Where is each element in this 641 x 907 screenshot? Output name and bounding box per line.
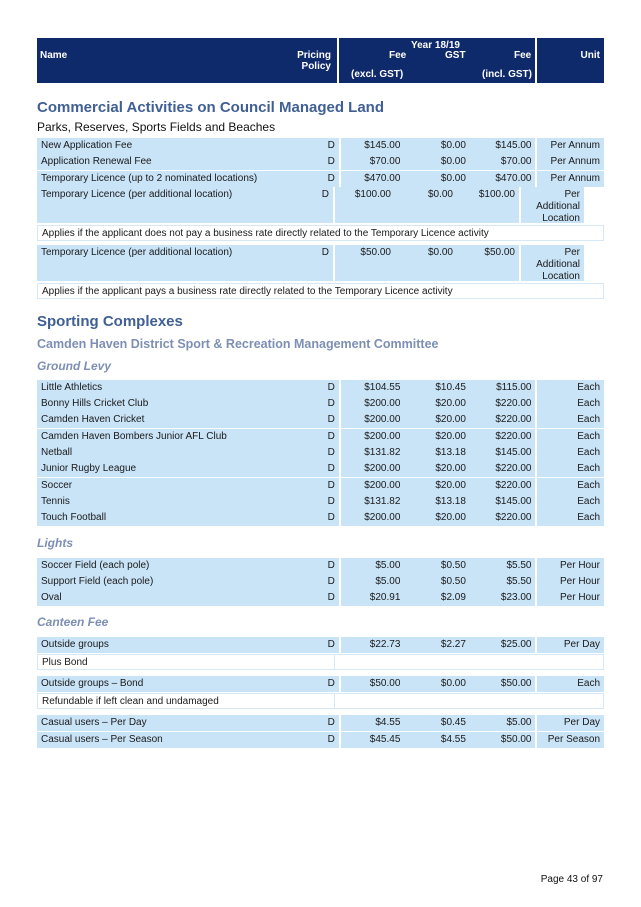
row-fee-inc: $145.00 bbox=[470, 445, 536, 461]
row-policy: D bbox=[296, 412, 339, 428]
table-row bbox=[37, 590, 604, 606]
row-gst: $20.00 bbox=[404, 412, 470, 428]
row-gst: $0.50 bbox=[404, 574, 470, 590]
header-gst: GST bbox=[445, 50, 466, 61]
unit-line-3: Location bbox=[542, 270, 580, 282]
row-fee: $200.00 bbox=[341, 412, 405, 428]
table-row bbox=[37, 412, 604, 428]
row-unit: Each bbox=[537, 510, 604, 526]
row-fee: $20.91 bbox=[341, 590, 405, 606]
row-note: Applies if the applicant pays a business rate directly related to the Temporary Licence activity bbox=[37, 283, 604, 299]
table-row bbox=[37, 558, 604, 574]
row-policy: D bbox=[296, 510, 339, 526]
row-fee: $50.00 bbox=[335, 245, 395, 281]
row-name: Casual users – Per Day bbox=[37, 715, 296, 731]
table-row bbox=[37, 574, 604, 590]
row-unit: Per Annum bbox=[537, 171, 604, 187]
table-row bbox=[37, 510, 604, 526]
header-fee: Fee bbox=[389, 50, 407, 61]
row-fee: $200.00 bbox=[341, 429, 405, 445]
row-name: Little Athletics bbox=[37, 380, 296, 396]
row-gst: $10.45 bbox=[404, 380, 470, 396]
row-fee: $200.00 bbox=[341, 461, 405, 477]
row-policy: D bbox=[296, 574, 339, 590]
header-fee-inc-sub: (incl. GST) bbox=[482, 69, 532, 80]
row-fee-inc: $5.50 bbox=[470, 558, 536, 574]
row-unit bbox=[521, 245, 584, 281]
row-name: Soccer Field (each pole) bbox=[37, 558, 296, 574]
row-fee-inc: $220.00 bbox=[470, 412, 536, 428]
ground-levy-rows bbox=[37, 380, 604, 526]
row-unit: Per Annum bbox=[537, 154, 604, 170]
table-row bbox=[37, 245, 604, 281]
row-unit: Each bbox=[537, 676, 604, 692]
row-unit: Per Day bbox=[537, 637, 604, 653]
row-name: Temporary Licence (per additional location) bbox=[37, 187, 294, 223]
header-unit: Unit bbox=[580, 50, 600, 61]
row-fee: $70.00 bbox=[341, 154, 405, 170]
row-policy: D bbox=[296, 154, 339, 170]
row-fee-inc: $23.00 bbox=[470, 590, 536, 606]
table-row bbox=[37, 494, 604, 510]
row-fee: $200.00 bbox=[341, 510, 405, 526]
section-title-commercial: Commercial Activities on Council Managed Land bbox=[37, 99, 385, 116]
lights-rows bbox=[37, 558, 604, 607]
page-number: Page 43 of 97 bbox=[540, 874, 603, 885]
unit-line-2: Additional bbox=[536, 258, 580, 270]
casual-rows bbox=[37, 715, 604, 747]
table-row bbox=[37, 478, 604, 494]
row-gst: $13.18 bbox=[404, 445, 470, 461]
group-title-lights: Lights bbox=[37, 535, 73, 550]
row-unit: Each bbox=[537, 461, 604, 477]
row-fee: $131.82 bbox=[341, 494, 405, 510]
row-gst: $20.00 bbox=[404, 429, 470, 445]
row-policy: D bbox=[296, 478, 339, 494]
row-unit: Each bbox=[537, 412, 604, 428]
row-gst: $20.00 bbox=[404, 461, 470, 477]
row-unit: Per Season bbox=[537, 732, 604, 748]
row-name: Support Field (each pole) bbox=[37, 574, 296, 590]
section-title-sporting: Sporting Complexes bbox=[37, 312, 183, 330]
row-name: Camden Haven Bombers Junior AFL Club bbox=[37, 429, 296, 445]
row-fee: $5.00 bbox=[341, 558, 405, 574]
row-unit bbox=[521, 187, 584, 223]
row-fee-inc: $5.50 bbox=[470, 574, 536, 590]
header-unit-block bbox=[537, 38, 604, 83]
row-gst: $4.55 bbox=[404, 732, 470, 748]
row-gst: $13.18 bbox=[404, 494, 470, 510]
row-fee: $470.00 bbox=[341, 171, 405, 187]
row-gst: $20.00 bbox=[404, 510, 470, 526]
row-name: Outside groups bbox=[37, 637, 296, 653]
row-unit: Per Annum bbox=[537, 138, 604, 154]
row-unit: Per Day bbox=[537, 715, 604, 731]
commercial-rows bbox=[37, 138, 604, 187]
row-policy: D bbox=[296, 171, 339, 187]
row-note-wrap bbox=[37, 693, 604, 709]
row-name: New Application Fee bbox=[37, 138, 296, 154]
table-row bbox=[37, 732, 604, 748]
row-fee-inc: $50.00 bbox=[470, 676, 536, 692]
subsection-title-parks: Parks, Reserves, Sports Fields and Beaches bbox=[37, 120, 276, 134]
table-row bbox=[37, 461, 604, 477]
header-year-block bbox=[339, 38, 535, 83]
row-policy: D bbox=[294, 187, 333, 223]
row-gst: $0.00 bbox=[395, 187, 457, 223]
row-name: Oval bbox=[37, 590, 296, 606]
table-row bbox=[37, 171, 604, 187]
unit-line-1: Per bbox=[564, 246, 580, 258]
row-fee-inc: $145.00 bbox=[470, 138, 536, 154]
row-fee-inc: $470.00 bbox=[470, 171, 536, 187]
row-fee-inc: $145.00 bbox=[470, 494, 536, 510]
row-name: Tennis bbox=[37, 494, 296, 510]
table-header bbox=[37, 38, 604, 83]
row-fee-inc: $5.00 bbox=[470, 715, 536, 731]
row-fee-inc: $220.00 bbox=[470, 429, 536, 445]
table-row bbox=[37, 380, 604, 396]
table-row bbox=[37, 429, 604, 445]
table-row bbox=[37, 445, 604, 461]
row-policy: D bbox=[296, 637, 339, 653]
group-title-canteen: Canteen Fee bbox=[37, 615, 109, 630]
row-unit: Per Hour bbox=[537, 590, 604, 606]
row-name: Netball bbox=[37, 445, 296, 461]
row-policy: D bbox=[296, 429, 339, 445]
row-policy: D bbox=[296, 676, 339, 692]
row-name: Temporary Licence (per additional location) bbox=[37, 245, 294, 281]
row-gst: $0.00 bbox=[404, 676, 470, 692]
row-fee-inc: $100.00 bbox=[457, 187, 519, 223]
row-gst: $0.45 bbox=[404, 715, 470, 731]
table-row bbox=[37, 138, 604, 154]
row-policy: D bbox=[296, 396, 339, 412]
row-fee-inc: $50.00 bbox=[470, 732, 536, 748]
row-fee-inc: $220.00 bbox=[470, 510, 536, 526]
header-policy: Policy bbox=[301, 61, 331, 72]
row-name: Bonny Hills Cricket Club bbox=[37, 396, 296, 412]
row-policy: D bbox=[296, 380, 339, 396]
row-fee: $104.55 bbox=[341, 380, 405, 396]
row-name: Application Renewal Fee bbox=[37, 154, 296, 170]
row-policy: D bbox=[296, 558, 339, 574]
row-name: Outside groups – Bond bbox=[37, 676, 296, 692]
table-row bbox=[37, 715, 604, 731]
table-row bbox=[37, 154, 604, 170]
row-policy: D bbox=[296, 590, 339, 606]
header-fee-inc: Fee bbox=[514, 50, 532, 61]
row-fee-inc: $70.00 bbox=[470, 154, 536, 170]
fee-schedule-page bbox=[37, 38, 604, 748]
row-fee: $50.00 bbox=[341, 676, 405, 692]
row-policy: D bbox=[296, 494, 339, 510]
row-fee-inc: $25.00 bbox=[470, 637, 536, 653]
row-gst: $0.00 bbox=[404, 138, 470, 154]
row-name: Touch Football bbox=[37, 510, 296, 526]
row-fee: $22.73 bbox=[341, 637, 405, 653]
row-policy: D bbox=[296, 715, 339, 731]
row-policy: D bbox=[296, 461, 339, 477]
row-gst: $0.00 bbox=[404, 171, 470, 187]
header-year: Year 18/19 bbox=[411, 40, 460, 51]
row-gst: $2.09 bbox=[404, 590, 470, 606]
row-note: Applies if the applicant does not pay a business rate directly related to the Temporary Licence activity bbox=[37, 225, 604, 241]
table-row bbox=[37, 637, 604, 653]
row-policy: D bbox=[296, 732, 339, 748]
row-note-wrap bbox=[37, 654, 604, 670]
row-gst: $20.00 bbox=[404, 478, 470, 494]
row-name: Camden Haven Cricket bbox=[37, 412, 296, 428]
row-unit: Per Hour bbox=[537, 558, 604, 574]
row-fee: $145.00 bbox=[341, 138, 405, 154]
table-row bbox=[37, 187, 604, 223]
row-note: Plus Bond bbox=[37, 654, 335, 670]
committee-title: Camden Haven District Sport & Recreation Management Committee bbox=[37, 336, 439, 351]
row-fee: $5.00 bbox=[341, 574, 405, 590]
row-gst: $0.00 bbox=[404, 154, 470, 170]
row-gst: $0.00 bbox=[395, 245, 457, 281]
row-fee: $4.55 bbox=[341, 715, 405, 731]
row-fee-inc: $220.00 bbox=[470, 478, 536, 494]
row-gst: $20.00 bbox=[404, 396, 470, 412]
row-fee: $200.00 bbox=[341, 396, 405, 412]
row-name: Casual users – Per Season bbox=[37, 732, 296, 748]
row-policy: D bbox=[296, 138, 339, 154]
header-name-block bbox=[37, 38, 337, 83]
row-name: Temporary Licence (up to 2 nominated locations) bbox=[37, 171, 296, 187]
row-fee-inc: $50.00 bbox=[457, 245, 519, 281]
row-fee: $45.45 bbox=[341, 732, 405, 748]
row-policy: D bbox=[294, 245, 333, 281]
row-fee-inc: $220.00 bbox=[470, 396, 536, 412]
table-row bbox=[37, 676, 604, 692]
row-unit: Each bbox=[537, 494, 604, 510]
row-name: Junior Rugby League bbox=[37, 461, 296, 477]
row-fee-inc: $115.00 bbox=[470, 380, 536, 396]
unit-line-1: Per bbox=[564, 188, 580, 200]
header-pricing: Pricing bbox=[297, 50, 331, 61]
row-unit: Each bbox=[537, 380, 604, 396]
row-policy: D bbox=[296, 445, 339, 461]
row-fee-inc: $220.00 bbox=[470, 461, 536, 477]
row-note: Refundable if left clean and undamaged bbox=[37, 693, 335, 709]
row-name: Soccer bbox=[37, 478, 296, 494]
header-fee-sub: (excl. GST) bbox=[351, 69, 404, 80]
row-unit: Each bbox=[537, 429, 604, 445]
group-title-ground-levy: Ground Levy bbox=[37, 358, 112, 373]
row-unit: Each bbox=[537, 478, 604, 494]
row-unit: Each bbox=[537, 445, 604, 461]
table-row bbox=[37, 396, 604, 412]
row-fee: $100.00 bbox=[335, 187, 395, 223]
row-unit: Each bbox=[537, 396, 604, 412]
row-fee: $131.82 bbox=[341, 445, 405, 461]
row-gst: $2.27 bbox=[404, 637, 470, 653]
row-unit: Per Hour bbox=[537, 574, 604, 590]
header-name: Name bbox=[40, 50, 68, 61]
row-gst: $0.50 bbox=[404, 558, 470, 574]
row-fee: $200.00 bbox=[341, 478, 405, 494]
unit-line-3: Location bbox=[542, 212, 580, 224]
unit-line-2: Additional bbox=[536, 200, 580, 212]
